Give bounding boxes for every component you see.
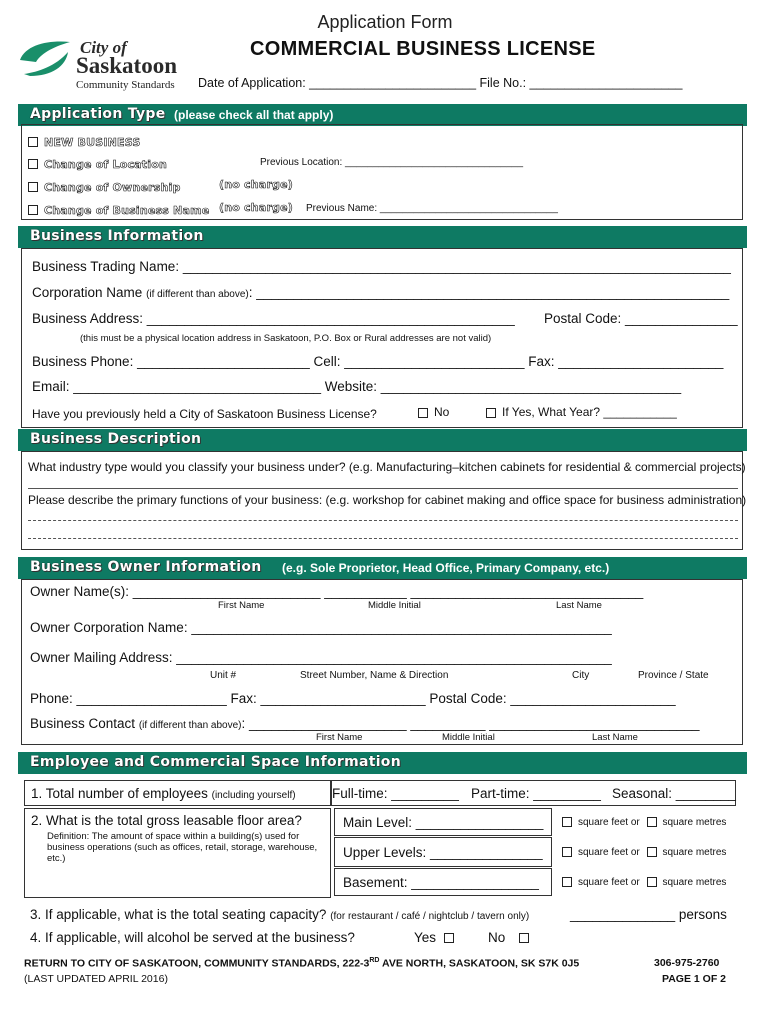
logo-department-text: Community Standards xyxy=(76,79,175,91)
street-caption: Street Number, Name & Direction xyxy=(300,670,449,681)
main-sqm-checkbox[interactable] xyxy=(647,817,657,827)
city-caption: City xyxy=(572,670,590,681)
application-type-sub: (please check all that apply) xyxy=(174,108,334,122)
q1-answer-box xyxy=(331,780,736,806)
previous-license-yes[interactable]: If Yes, What Year? ___________ xyxy=(486,405,677,419)
business-description-bar xyxy=(18,429,747,451)
change-name-option[interactable]: Change of Business Name xyxy=(28,201,209,219)
employee-space-heading: Employee and Commercial Space Information xyxy=(30,754,401,770)
no-charge-label: (no charge) xyxy=(219,178,294,191)
functions-answer-line-1[interactable] xyxy=(28,520,738,521)
business-info-bar xyxy=(18,226,747,248)
basement-units[interactable]: square feet or square metres xyxy=(562,877,726,888)
basement-field[interactable]: Basement: _________________ xyxy=(343,875,539,890)
address-note: (this must be a physical location address in Saskatoon, P.O. Box or Rural addresses are not valid) xyxy=(80,333,492,344)
province-caption: Province / State xyxy=(638,670,709,681)
upper-sqft-checkbox[interactable] xyxy=(562,847,572,857)
functions-question: Please describe the primary functions of your business: (e.g. workshop for cabinet making and office space for business administration) xyxy=(28,493,747,507)
owner-mailing-field[interactable]: Owner Mailing Address: __________________________________________________________ xyxy=(30,650,612,665)
main-level-field[interactable]: Main Level: _________________ xyxy=(343,815,544,830)
form-type-label: Application Form xyxy=(317,12,453,32)
change-location-checkbox[interactable] xyxy=(28,159,38,169)
upper-levels-box xyxy=(334,837,552,867)
basement-sqft-checkbox[interactable] xyxy=(562,877,572,887)
owner-info-bar xyxy=(18,557,747,579)
application-type-bar xyxy=(18,104,747,126)
contact-middle-initial-caption: Middle Initial xyxy=(442,732,495,743)
change-name-checkbox[interactable] xyxy=(28,205,38,215)
q1-label-box xyxy=(24,780,331,806)
phone-cell-fax-field[interactable]: Business Phone: _______________________ Cell: ________________________ Fax: ______________________ xyxy=(32,354,724,369)
q1-label: 1. Total number of employees xyxy=(31,786,208,801)
industry-answer-line[interactable] xyxy=(28,488,738,489)
unit-caption: Unit # xyxy=(210,670,237,681)
upper-sqm-checkbox[interactable] xyxy=(647,847,657,857)
yes-checkbox[interactable] xyxy=(486,408,496,418)
email-website-field[interactable]: Email: _________________________________ Website: ________________________________________ xyxy=(32,379,682,394)
form-title: COMMERCIAL BUSINESS LICENSE xyxy=(250,38,596,60)
main-level-units[interactable]: square feet or square metres xyxy=(562,817,726,828)
no-checkbox[interactable] xyxy=(418,408,428,418)
main-level-box xyxy=(334,808,552,836)
return-address: RETURN TO CITY OF SASKATOON, COMMUNITY STANDARDS, 222-3RD AVE NORTH, SASKATOON, SK S7K 0J5 xyxy=(24,957,580,970)
no-charge-label-2: (no charge) xyxy=(219,201,294,214)
q3-note: (for restaurant / café / nightclub / tavern only) xyxy=(330,911,530,922)
middle-initial-caption: Middle Initial xyxy=(368,600,421,611)
owner-corporation-field[interactable]: Owner Corporation Name: ________________________________________________________ xyxy=(30,620,612,635)
parttime-field[interactable]: Part-time: _________ xyxy=(471,786,601,801)
q2-label: 2. What is the total gross leasable floor area? xyxy=(31,813,302,828)
industry-question: What industry type would you classify your business under? (e.g. Manufacturing–kitchen cabinets for residential & commercial projects) xyxy=(28,460,746,474)
upper-levels-units[interactable]: square feet or square metres xyxy=(562,847,726,858)
business-contact-field[interactable]: Business Contact (if different than above): _____________________ __________ ____________________________ xyxy=(30,716,700,731)
functions-answer-line-2[interactable] xyxy=(28,538,738,539)
main-sqft-checkbox[interactable] xyxy=(562,817,572,827)
alcohol-yes-option[interactable]: Yes xyxy=(414,930,460,945)
q2-label-box xyxy=(24,808,331,898)
date-file-line[interactable]: Date of Application: ________________________ File No.: ______________________ xyxy=(198,76,683,90)
q3-label: 3. If applicable, what is the total seating capacity? xyxy=(30,907,327,922)
logo-name-text: Saskatoon xyxy=(76,53,177,78)
alcohol-no-option[interactable]: No xyxy=(488,930,535,945)
alcohol-no-checkbox[interactable] xyxy=(519,933,529,943)
previous-license-no[interactable]: No xyxy=(418,405,449,419)
seating-capacity-field[interactable]: ______________ persons xyxy=(570,907,727,922)
trading-name-field[interactable]: Business Trading Name: _________________________________________________________________________ xyxy=(32,259,731,274)
upper-levels-field[interactable]: Upper Levels: _______________ xyxy=(343,845,543,860)
city-logo-icon xyxy=(16,38,74,78)
fulltime-field[interactable]: Full-time: _________ xyxy=(332,786,459,801)
owner-phone-fax-postal-field[interactable]: Phone: ____________________ Fax: ______________________ Postal Code: ______________________ xyxy=(30,691,676,706)
seasonal-field[interactable]: Seasonal: ________ xyxy=(612,786,736,801)
page-number: PAGE 1 OF 2 xyxy=(662,973,726,985)
owner-names-field[interactable]: Owner Name(s): _________________________ ___________ _______________________________ xyxy=(30,584,644,599)
q3-row xyxy=(30,907,529,922)
q1-note: (including yourself) xyxy=(211,790,296,801)
previous-license-question: Have you previously held a City of Saskatoon Business License? xyxy=(32,407,377,421)
business-description-heading: Business Description xyxy=(30,431,202,447)
contact-last-name-caption: Last Name xyxy=(592,732,638,743)
basement-box xyxy=(334,868,552,896)
change-location-option[interactable]: Change of Location xyxy=(28,155,167,173)
last-name-caption: Last Name xyxy=(556,600,602,611)
alcohol-yes-checkbox[interactable] xyxy=(444,933,454,943)
basement-sqm-checkbox[interactable] xyxy=(647,877,657,887)
last-updated: (LAST UPDATED APRIL 2016) xyxy=(24,973,168,985)
owner-info-sub: (e.g. Sole Proprietor, Head Office, Primary Company, etc.) xyxy=(282,561,610,575)
contact-phone: 306-975-2760 xyxy=(654,957,720,969)
business-description-box xyxy=(21,451,747,550)
change-ownership-option[interactable]: Change of Ownership xyxy=(28,178,181,196)
application-type-heading: Application Type xyxy=(30,106,166,122)
business-address-field[interactable]: Business Address: _________________________________________________ xyxy=(32,311,515,326)
q4-label: 4. If applicable, will alcohol be served at the business? xyxy=(30,930,355,945)
new-business-checkbox[interactable] xyxy=(28,137,38,147)
q2-definition: Definition: The amount of space within a building(s) used for business operations (such as offices, retail, storage, warehouse, etc.) xyxy=(47,831,318,864)
owner-info-heading: Business Owner Information xyxy=(30,559,262,575)
previous-name-field[interactable]: Previous Name: ________________________________ xyxy=(306,203,558,214)
owner-info-box xyxy=(21,579,743,745)
logo-city-text: City of xyxy=(80,38,127,57)
business-info-box xyxy=(21,248,743,428)
postal-code-field[interactable]: Postal Code: _______________ xyxy=(544,311,738,326)
first-name-caption: First Name xyxy=(218,600,265,611)
application-type-box xyxy=(21,124,743,220)
change-ownership-checkbox[interactable] xyxy=(28,182,38,192)
employee-space-bar xyxy=(18,752,747,774)
contact-first-name-caption: First Name xyxy=(316,732,363,743)
business-info-heading: Business Information xyxy=(30,228,204,244)
previous-location-field[interactable]: Previous Location: ________________________________ xyxy=(260,157,524,168)
corporation-name-field[interactable]: Corporation Name (if different than above): _______________________________________________________________ xyxy=(32,285,730,300)
new-business-option[interactable]: NEW BUSINESS xyxy=(28,133,141,151)
